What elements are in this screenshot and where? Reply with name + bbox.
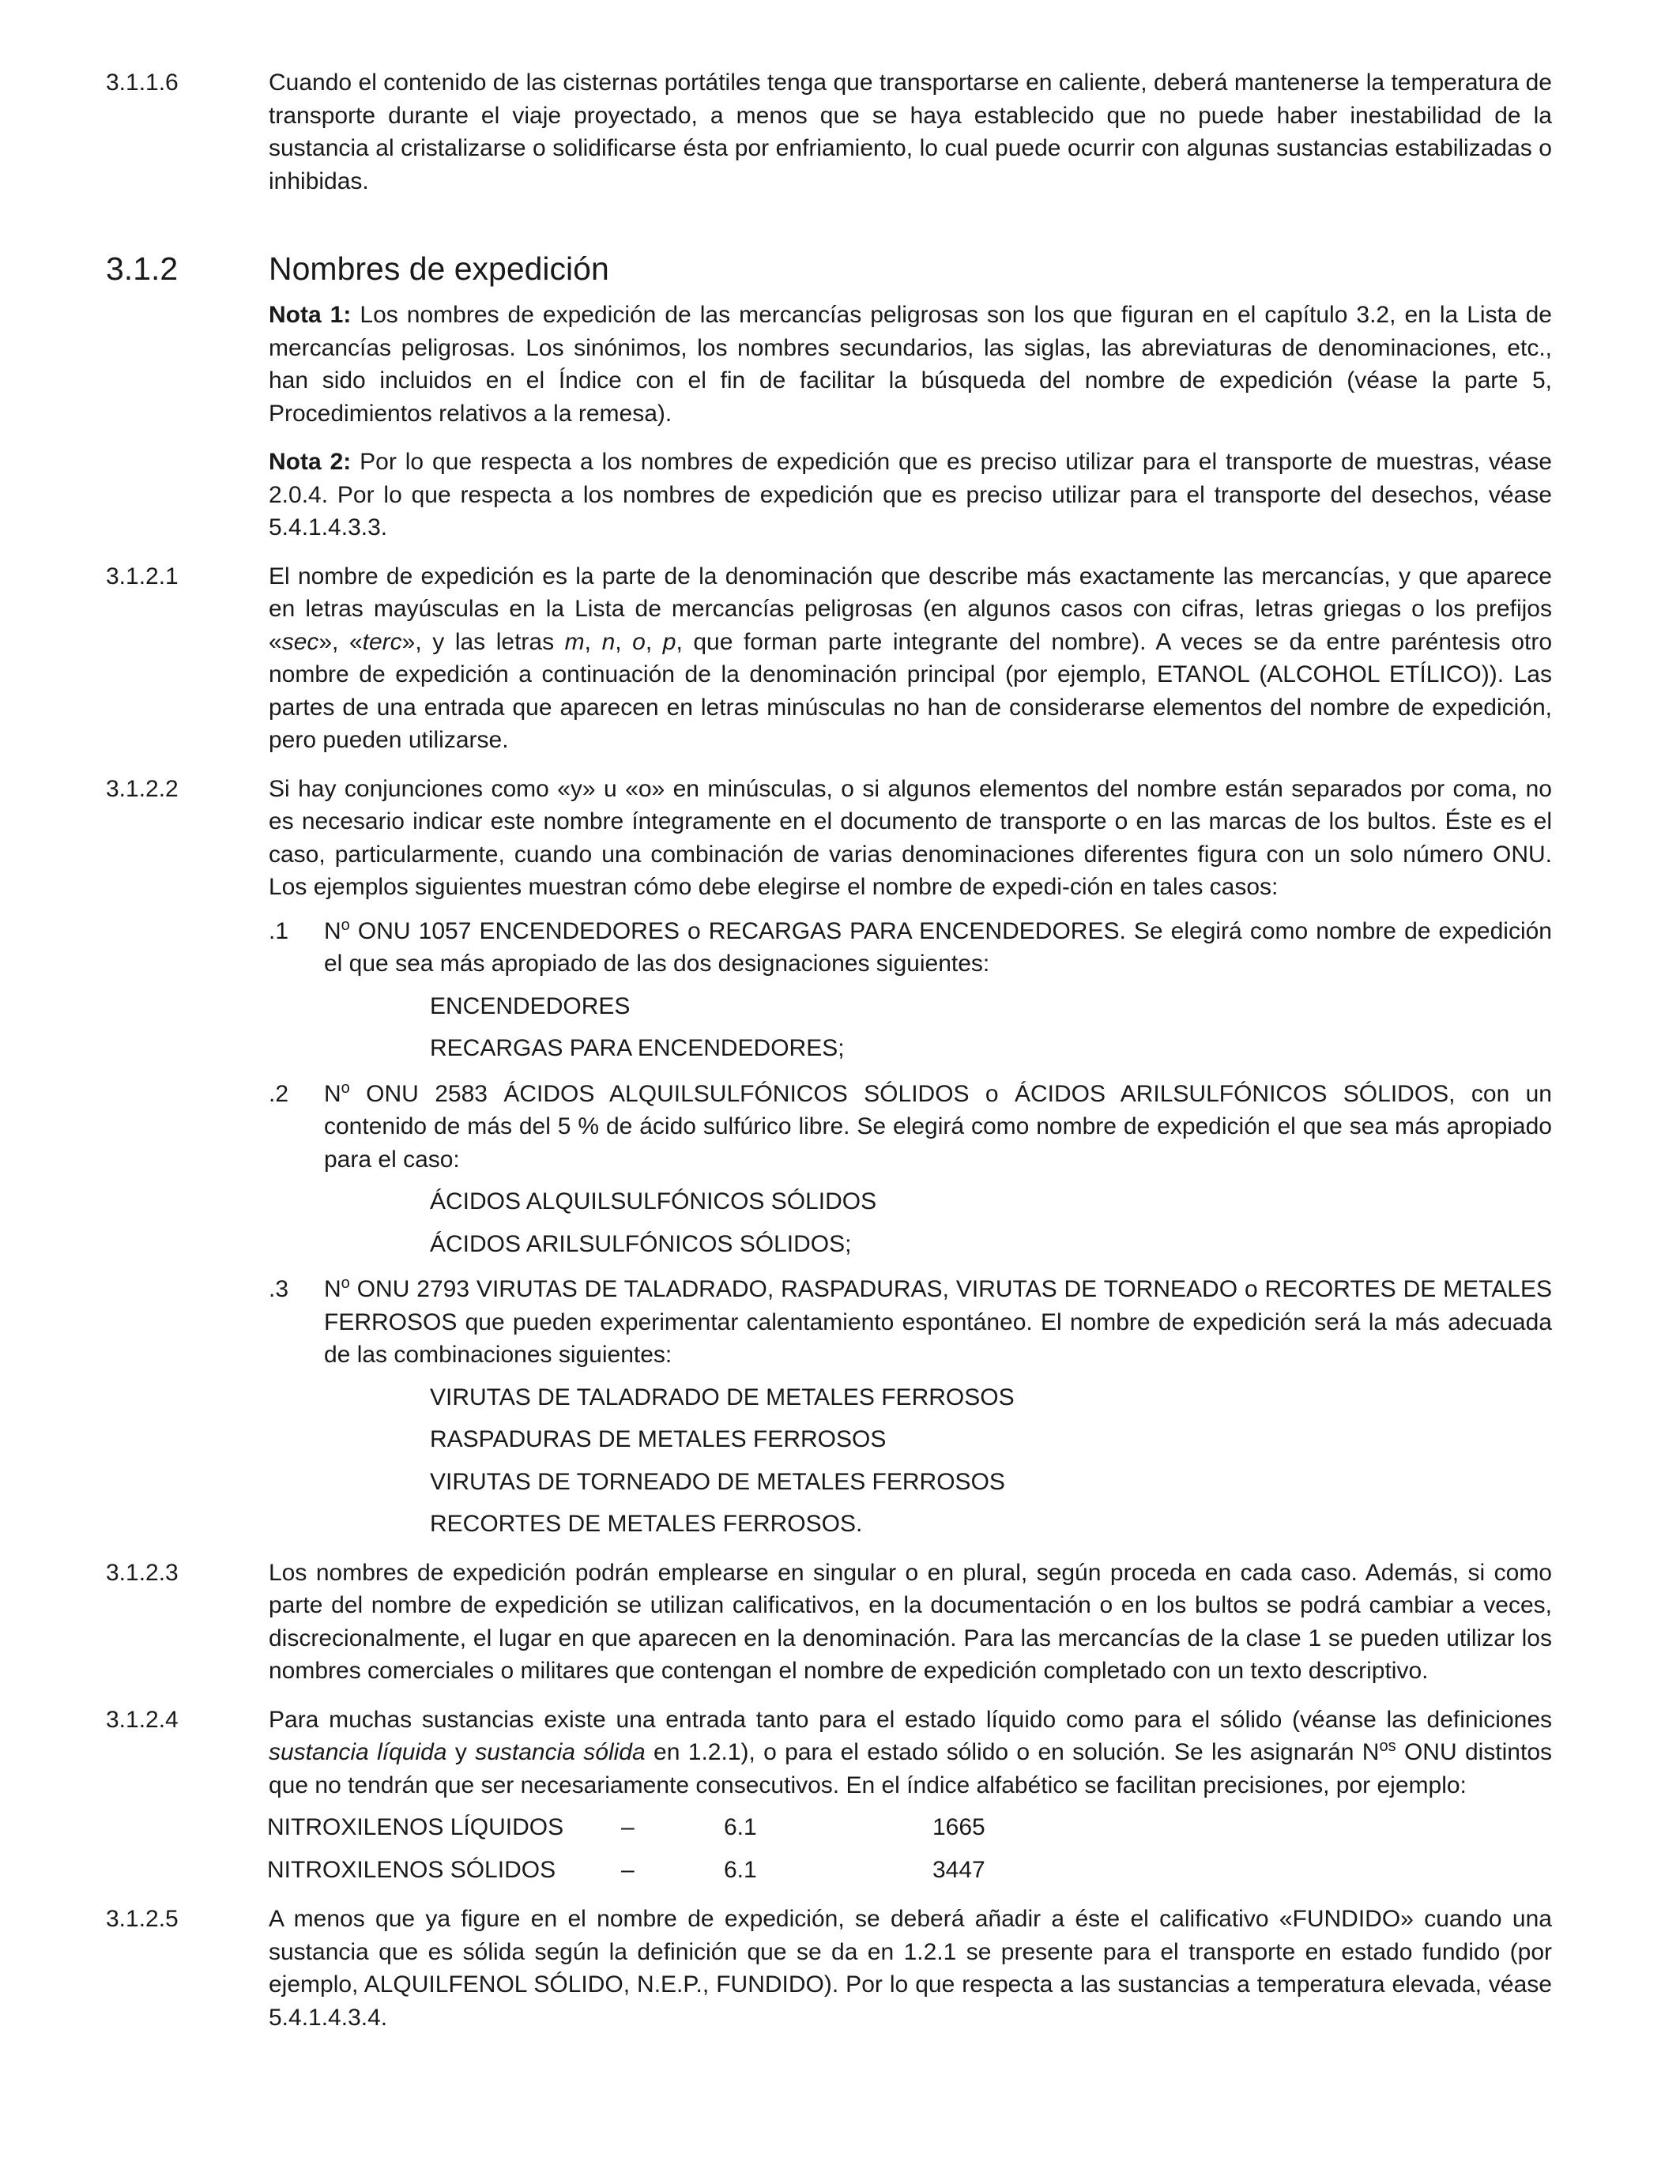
option: VIRUTAS DE TALADRADO DE METALES FERROSOS [430,1384,1015,1410]
list-item [269,1078,1552,1261]
item-text: $N^o$ ONU 2583 ÁCIDOS ALQUILSULFÓNICOS SÓLIDOS o ÁCIDOS ARILSULFÓNICOS SÓLIDOS, con un contenido de más del 5 % de ácido sulfúrico libre. Se elegirá como nombre de expedición el que sea más apropiado para el caso: [324,1079,1552,1173]
section-3-1-2-1 [106,560,1552,757]
section-3-1-2-2 [106,773,1552,1541]
item-label: .2 [269,1080,289,1107]
section-number: 3.1.1.6 [106,70,179,96]
option: VIRUTAS DE TORNEADO DE METALES FERROSOS [430,1468,1005,1495]
document-page [106,66,1552,2050]
note-1 [269,299,1552,430]
option: ENCENDEDORES [430,992,631,1019]
option: ÁCIDOS ARILSULFÓNICOS SÓLIDOS; [430,1230,852,1257]
option: RASPADURAS DE METALES FERROSOS [430,1426,887,1452]
section-text: A menos que ya figure en el nombre de expedición, se deberá añadir a éste el calificativo «FUNDIDO» cuando una sustancia que es sólida según la definición que se da en 1.2.1 se presente para el transporte en estado fundido (por ejemplo, ALQUILFENOL SÓLIDO, N.E.P., FUNDIDO). Por lo que respecta a las sustancias a temperatura elevada, véase 5.4.1.4.3.4. [269,1906,1552,2031]
list-item [269,1273,1552,1541]
option-list [324,1185,1552,1260]
item-label: .3 [269,1276,289,1302]
section-number: 3.1.2.4 [106,1706,179,1733]
item-label: .1 [269,917,289,944]
section-text: Cuando el contenido de las cisternas portátiles tenga que transportarse en caliente, deberá mantenerse la temperatura de transporte durante el viaje proyectado, a menos que se haya establecido que no puede haber inestabilidad de la sustancia al cristalizarse o solidificarse ésta por enfriamiento, lo cual puede ocurrir con algunas sustancias estabilizadas o inhibidas. [269,70,1552,194]
section-3-1-2-5 [106,1903,1552,2034]
table-row [267,1811,985,1854]
note-label: Nota 1: [269,302,352,328]
note-label: Nota 2: [269,449,352,475]
item-text: $N^o$ ONU 1057 ENCENDEDORES o RECARGAS PARA ENCENDEDORES. Se elegirá como nombre de expedición el que sea más apropiado de las dos designaciones siguientes: [324,916,1552,977]
note-text: Por lo que respecta a los nombres de expedición que es preciso utilizar para el transporte de muestras, véase 2.0.4. Por lo que respecta a los nombres de expedición que es preciso utilizar para el transporte del desechos, véase 5.4.1.4.3.3. [269,449,1552,540]
substance-table [267,1811,985,1896]
substance-name: NITROXILENOS SÓLIDOS [267,1857,556,1883]
section-number: 3.1.2.5 [106,1906,179,1932]
substance-name: NITROXILENOS LÍQUIDOS [267,1814,564,1840]
section-3-1-2-4 [106,1704,1552,1802]
section-text: Para muchas sustancias existe una entrada tanto para el estado líquido como para el sólido (véanse las definiciones sustancia líquida y sustancia sólida en 1.2.1), o para el estado sólido o en solución. Se les asignarán $N^{os}$ ONU distintos que no tendrán que ser necesariamente consecutivos. En el índice alfabético se facilitan precisiones, por ejemplo: [269,1706,1553,1798]
notes-block [106,299,1552,544]
section-3-1-1-6 [106,66,1552,198]
option: ÁCIDOS ALQUILSULFÓNICOS SÓLIDOS [430,1188,877,1214]
item-text: $N^o$ ONU 2793 VIRUTAS DE TALADRADO, RASPADURAS, VIRUTAS DE TORNEADO o RECORTES DE METALES FERROSOS que pueden experimentar calentamiento espontáneo. El nombre de expedición será la más adecuada de las combinaciones siguientes: [324,1275,1552,1368]
option: RECARGAS PARA ENCENDEDORES; [430,1035,845,1061]
dash: – [621,1857,635,1883]
section-number: 3.1.2.1 [106,563,179,589]
section-text: El nombre de expedición es la parte de la denominación que describe más exactamente las mercancías, y que aparece en letras mayúsculas en la Lista de mercancías peligrosas (en algunos casos con cifras, letras griegas o los prefijos «sec», «terc», y las letras m, n, o, p, que forman parte integrante del nombre). A veces se da entre paréntesis otro nombre de expedición a continuación de la denominación principal (por ejemplo, ETANOL (ALCOHOL ETÍLICO)). Las partes de una entrada que aparecen en letras minúsculas no han de considerarse elementos del nombre de expedición, pero pueden utilizarse. [269,563,1553,753]
section-heading-3-1-2 [106,247,1552,291]
note-2 [269,446,1552,544]
table-row [267,1854,985,1896]
option-list [324,990,1552,1065]
option-list [324,1381,1552,1541]
class-value: 6.1 [724,1857,757,1883]
section-number: 3.1.2.2 [106,775,179,802]
class-value: 6.1 [724,1814,757,1840]
section-number: 3.1.2.3 [106,1559,179,1586]
un-number: 1665 [932,1814,985,1840]
list-item [269,915,1552,1065]
section-text: Los nombres de expedición podrán emplearse en singular o en plural, según proceda en cada caso. Además, si como parte del nombre de expedición se utilizan calificativos, en la documentación o en los bultos se podrá cambiar a veces, discrecionalmente, el lugar en que aparecen en la denominación. Para las mercancías de la clase 1 se pueden utilizar los nombres comerciales o militares que contengan el nombre de expedición completado con un texto descriptivo. [269,1559,1552,1684]
section-text: Si hay conjunciones como «y» u «o» en minúsculas, o si algunos elementos del nombre están separados por coma, no es necesario indicar este nombre íntegramente en el documento de transporte o en las marcas de los bultos. Éste es el caso, particularmente, cuando una combinación de varias denominaciones diferentes figura con un solo número ONU. Los ejemplos siguientes muestran cómo debe elegirse el nombre de expedi-ción en tales casos: [269,775,1552,900]
section-number: 3.1.2 [106,250,179,287]
option: RECORTES DE METALES FERROSOS. [430,1511,863,1537]
un-number: 3447 [932,1857,985,1883]
section-3-1-2-3 [106,1557,1552,1688]
dash: – [621,1814,635,1840]
section-title: Nombres de expedición [269,250,609,287]
note-text: Los nombres de expedición de las mercancías peligrosas son los que figuran en el capítulo 3.2, en la Lista de mercancías peligrosas. Los sinónimos, los nombres secundarios, las siglas, las abreviaturas de denominaciones, etc., han sido incluidos en el Índice con el fin de facilitar la búsqueda del nombre de expedición (véase la parte 5, Procedimientos relativos a la remesa). [269,302,1552,427]
